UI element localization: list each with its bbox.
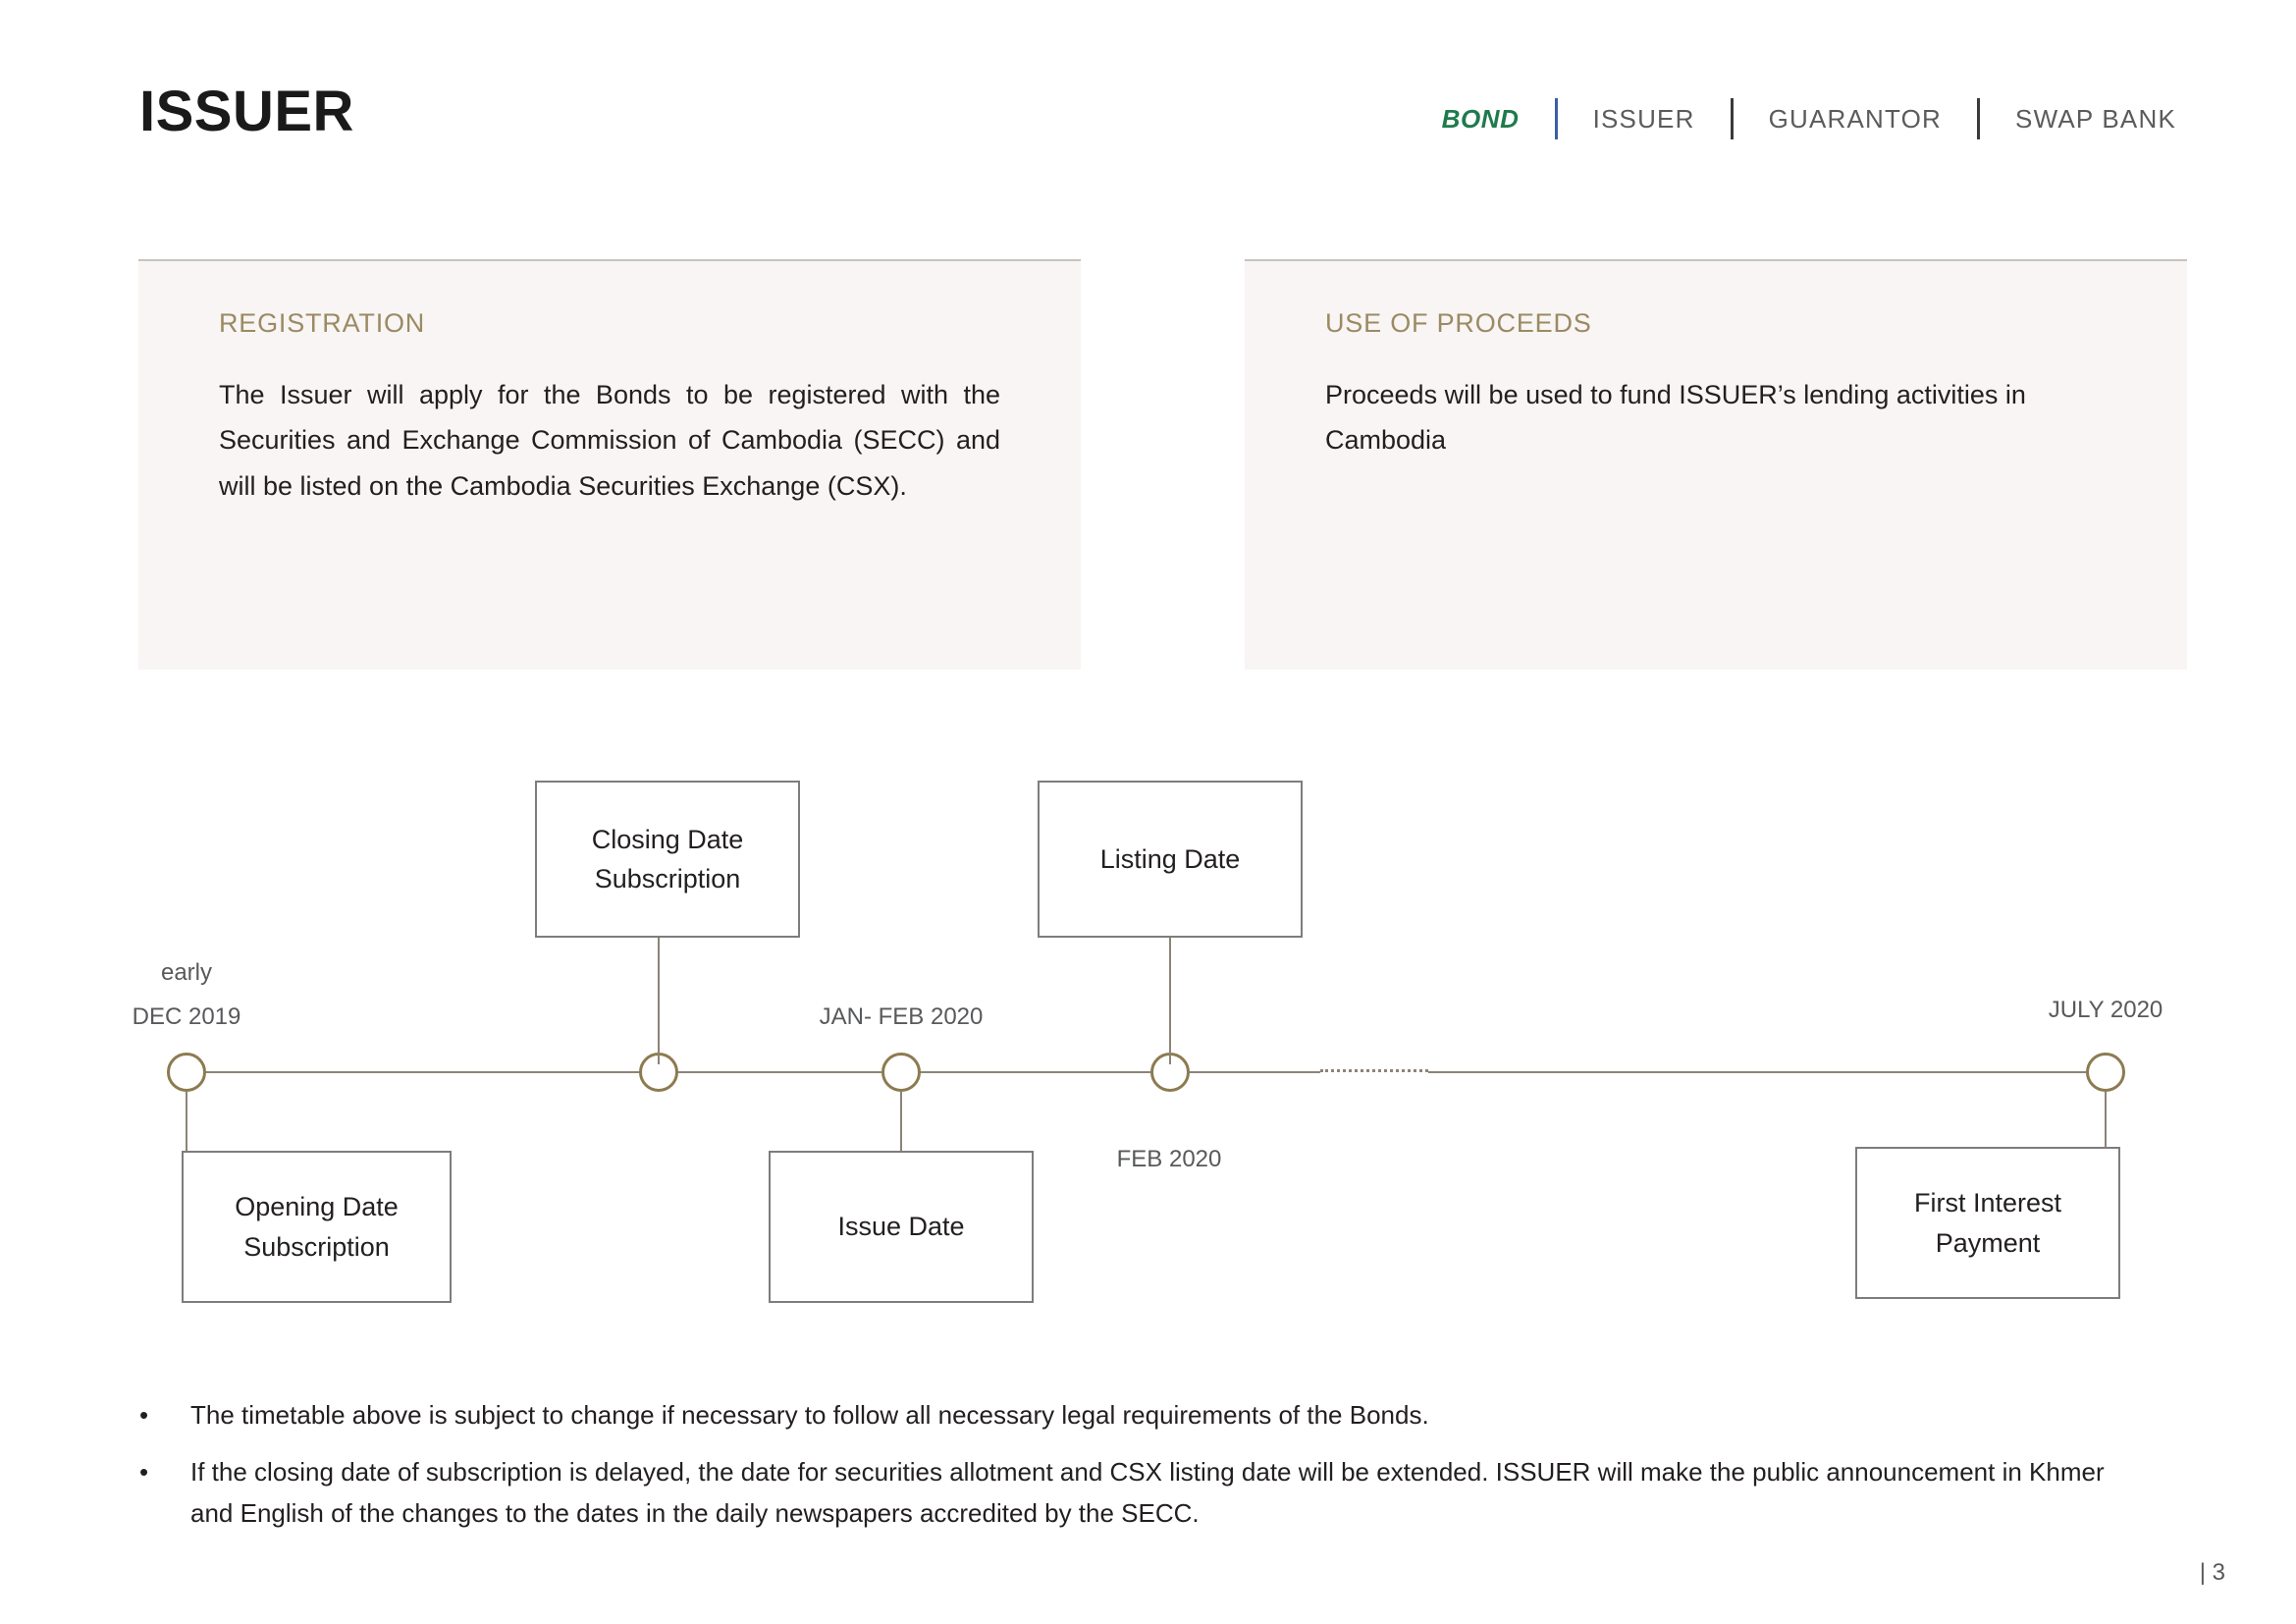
top-nav: [1407, 98, 2212, 139]
timeline-date-opening-line2: DEC 2019: [132, 1003, 241, 1030]
timeline-box-issue: [769, 1151, 1034, 1303]
list-item-text: If the closing date of subscription is delayed, the date for securities allotment and CSX listing date will be extended. ISSUER will make the public announcement in Khmer and English of the changes to the dates in the daily newspapers accredited by the SECC.: [190, 1457, 2105, 1529]
timeline-box-listing-line1: Listing Date: [1099, 843, 1241, 874]
bullet-icon: •: [139, 1457, 149, 1488]
timeline-box-opening-line2: Subscription: [243, 1231, 390, 1262]
timeline-box-first-interest: [1855, 1147, 2120, 1299]
list-item-text: The timetable above is subject to change if necessary to follow all necessary legal requirements of the Bonds.: [190, 1400, 1429, 1430]
timeline-date-first-interest: JULY 2020: [2048, 997, 2163, 1023]
timeline-diagram: [0, 746, 2296, 1316]
use-of-proceeds-card-body: Proceeds will be used to fund ISSUER’s lending activities in Cambodia: [1325, 380, 2026, 456]
use-of-proceeds-card-title: USE OF PROCEEDS: [1325, 308, 1592, 338]
timeline-box-closing-line2: Subscription: [594, 864, 741, 893]
registration-card-body: The Issuer will apply for the Bonds to be registered with the Securities and Exchange Commission of Cambodia (SECC) and will be listed on the Cambodia Securities Exchange (CSX).: [219, 380, 1000, 501]
registration-card-title: REGISTRATION: [219, 308, 426, 338]
nav-item-swap-bank[interactable]: SWAP BANK: [2015, 103, 2176, 134]
timeline-box-issue-line1: Issue Date: [837, 1212, 965, 1242]
timeline-box-first-interest-line1: First Interest: [1913, 1188, 2062, 1218]
timeline-box-closing: [535, 781, 800, 938]
timeline-connector-closing: [658, 935, 660, 1064]
timeline-node-first-interest: [2086, 1053, 2125, 1092]
bullet-icon: •: [139, 1400, 149, 1430]
timeline-date-issue: JAN- FEB 2020: [819, 1003, 984, 1030]
timeline-node-issue: [881, 1053, 921, 1092]
timeline-box-first-interest-line2: Payment: [1935, 1227, 2041, 1258]
nav-item-bond[interactable]: BOND: [1441, 103, 1520, 134]
use-of-proceeds-card: [1245, 259, 2187, 670]
timeline-date-listing: FEB 2020: [1116, 1146, 1222, 1172]
notes-list: [139, 1394, 2152, 1549]
timeline-box-opening-line1: Opening Date: [235, 1192, 399, 1221]
nav-item-guarantor[interactable]: GUARANTOR: [1768, 103, 1943, 134]
page-number: | 3: [2199, 1559, 2225, 1586]
nav-item-issuer[interactable]: ISSUER: [1592, 103, 1695, 134]
list-item: [139, 1451, 2152, 1534]
timeline-box-opening: [182, 1151, 452, 1303]
timeline-connector-listing: [1169, 935, 1171, 1064]
timeline-node-opening: [167, 1053, 206, 1092]
timeline-box-closing-line1: Closing Date: [591, 824, 744, 854]
timeline-box-listing: [1038, 781, 1303, 938]
list-item: [139, 1394, 2152, 1435]
timeline-axis-dotted-gap: [1320, 1069, 1428, 1075]
timeline-date-opening-line1: early: [160, 959, 213, 986]
page-title: ISSUER: [139, 80, 354, 143]
registration-card: [138, 259, 1081, 670]
